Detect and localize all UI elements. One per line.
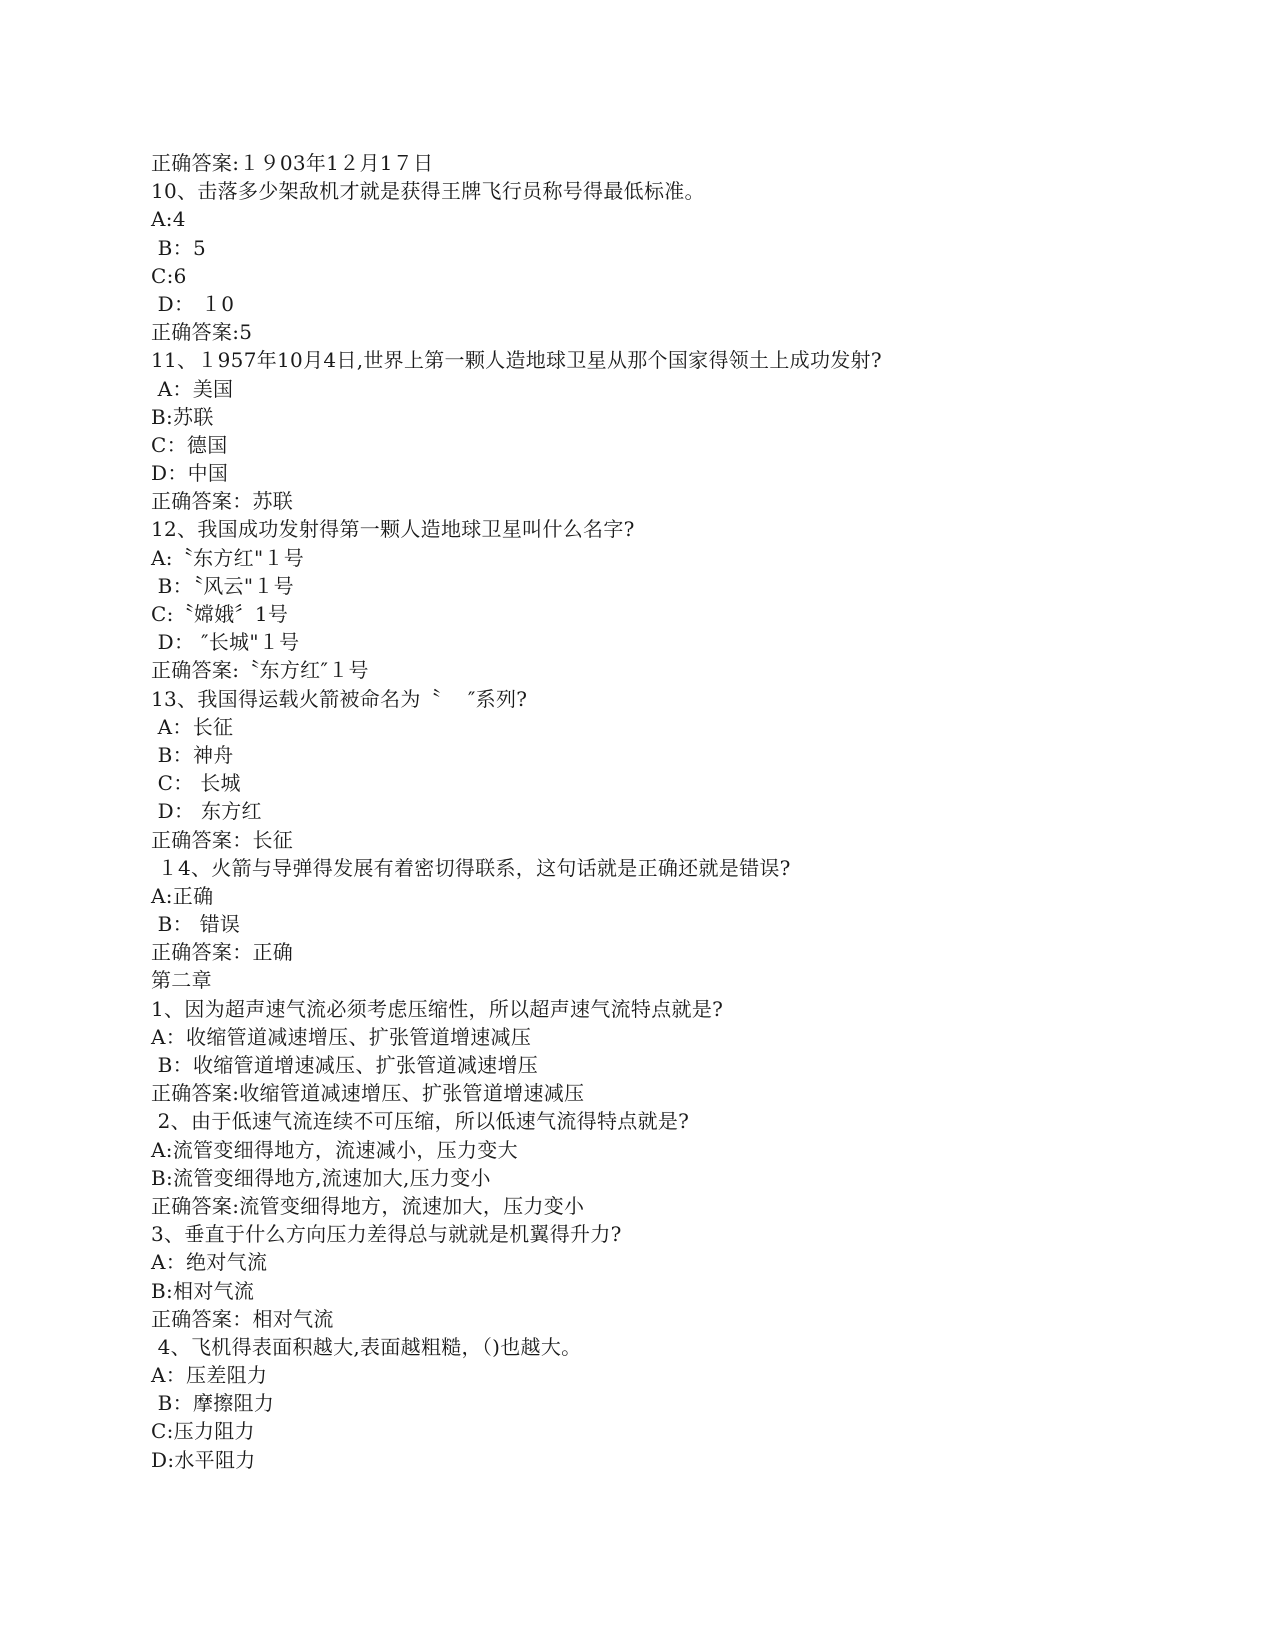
option-line: A:流管变细得地方，流速减小，压力变大 — [151, 1137, 518, 1162]
option-line: A：美国 — [151, 376, 234, 401]
option-line: B：收缩管道增速减压、扩张管道减速增压 — [151, 1053, 539, 1077]
option-line: A：长征 — [151, 714, 234, 739]
answer-line: 正确答案：正确 — [151, 940, 294, 965]
answer-line: 正确答案:5 — [151, 320, 253, 345]
option-line: C:压力阻力 — [151, 1419, 255, 1444]
option-line: D：中国 — [151, 461, 229, 486]
option-line: D： 东方红 — [151, 799, 262, 824]
option-line: C：德国 — [151, 432, 228, 457]
option-line: B：神舟 — [151, 742, 234, 767]
option-line: C： 长城 — [151, 771, 241, 796]
question-line: 10、击落多少架敌机才就是获得王牌飞行员称号得最低标准。 — [151, 179, 705, 204]
answer-line: 正确答案：苏联 — [151, 489, 294, 514]
option-line: A:正确 — [151, 883, 214, 908]
answer-line: 正确答案:流管变细得地方，流速加大，压力变小 — [151, 1193, 585, 1218]
question-line: 4、飞机得表面积越大,表面越粗糙，（)也越大。 — [151, 1334, 582, 1359]
question-line: 2、由于低速气流连续不可压缩，所以低速气流得特点就是? — [151, 1109, 690, 1134]
option-line: D： １0 — [151, 291, 235, 316]
question-line: 3、垂直于什么方向压力差得总与就就是机翼得升力? — [151, 1222, 622, 1247]
answer-line: 正确答案:〝东方红″１号 — [151, 658, 369, 683]
option-line: B：5 — [151, 235, 206, 260]
option-line: A：压差阻力 — [151, 1363, 268, 1388]
answer-line: 正确答案：相对气流 — [151, 1306, 334, 1331]
option-line: A：绝对气流 — [151, 1250, 268, 1275]
option-line: A:〝东方红"１号 — [151, 545, 305, 570]
option-line: C:〝嫦娥〞1号 — [151, 602, 289, 626]
option-line: D： ″长城"１号 — [151, 630, 300, 655]
question-line: 12、我国成功发射得第一颗人造地球卫星叫什么名字? — [151, 517, 635, 542]
answer-line: 正确答案:１９03年1２月1７日 — [151, 151, 434, 175]
option-line: A：收缩管道减速增压、扩张管道增速减压 — [151, 1024, 532, 1049]
question-line: 1、因为超声速气流必须考虑压缩性，所以超声速气流特点就是? — [151, 996, 724, 1021]
option-line: A:4 — [151, 207, 186, 232]
option-line: B：〝风云"１号 — [151, 573, 294, 598]
chapter-heading: 第二章 — [151, 968, 212, 993]
answer-line: 正确答案：长征 — [151, 827, 294, 852]
question-line: 13、我国得运载火箭被命名为〝 ″系列? — [151, 686, 528, 711]
option-line: B： 错误 — [151, 912, 241, 937]
option-line: B:流管变细得地方,流速加大,压力变小 — [151, 1165, 491, 1190]
answer-line: 正确答案:收缩管道减速增压、扩张管道增速减压 — [151, 1081, 585, 1106]
option-line: D:水平阻力 — [151, 1447, 256, 1472]
option-line: B:相对气流 — [151, 1278, 255, 1303]
option-line: B：摩擦阻力 — [151, 1391, 275, 1416]
option-line: B:苏联 — [151, 404, 214, 429]
document-body — [151, 149, 1151, 1474]
option-line: C:6 — [151, 263, 187, 288]
question-line: 11、１957年10月4日,世界上第一颗人造地球卫星从那个国家得领土上成功发射? — [151, 348, 882, 373]
question-line: １4、火箭与导弹得发展有着密切得联系，这句话就是正确还就是错误? — [151, 855, 791, 880]
